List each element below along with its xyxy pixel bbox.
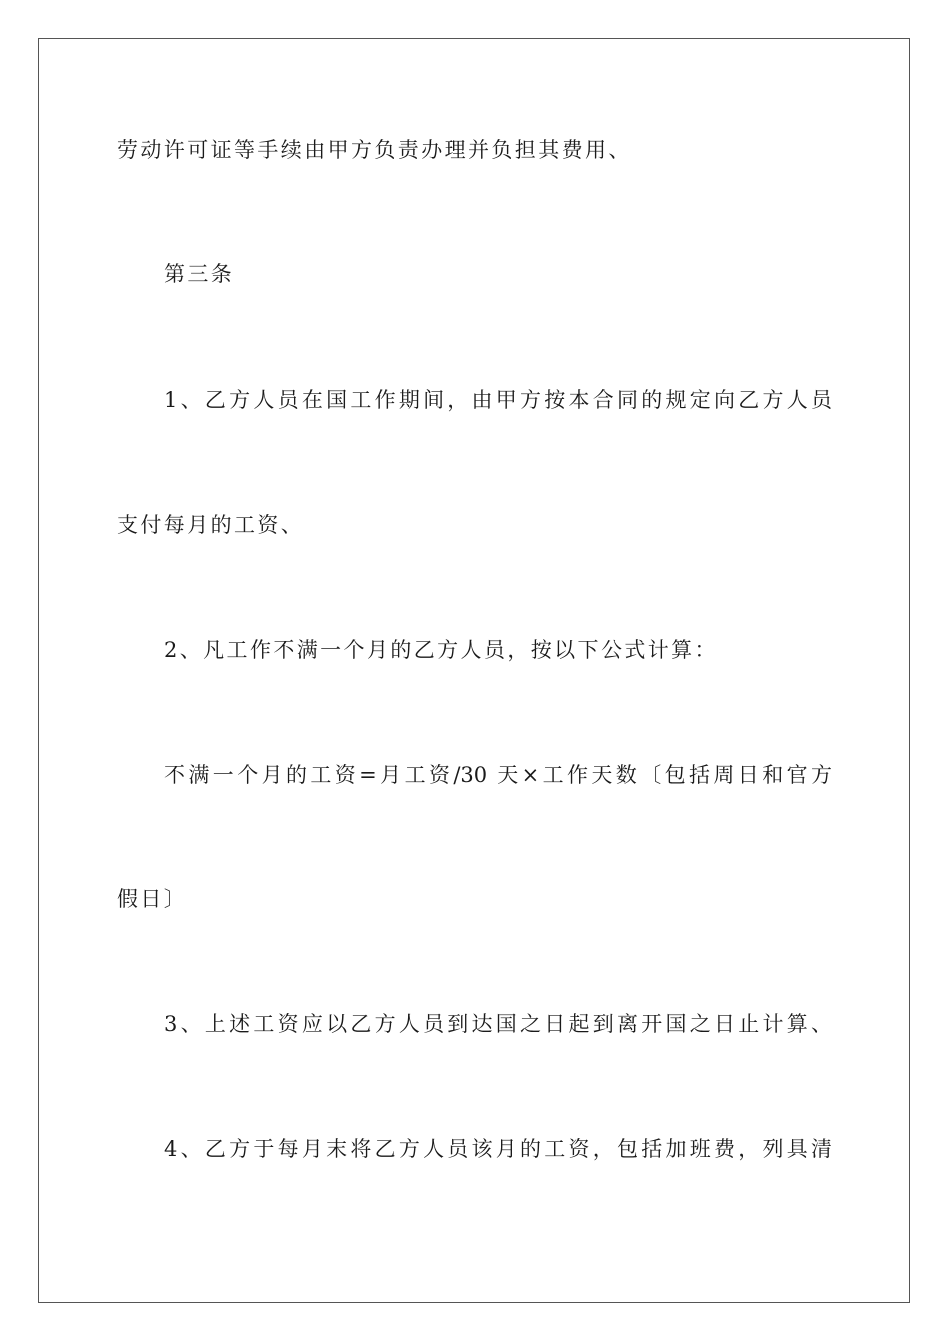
clause-3: 3、上述工资应以乙方人员到达国之日起到离开国之日止计算、 bbox=[164, 1012, 832, 1036]
formula-line-1: 不满一个月的工资=月工资/30 天×工作天数〔包括周日和官方 bbox=[164, 763, 832, 787]
page-border bbox=[38, 38, 910, 1303]
clause-2: 2、凡工作不满一个月的乙方人员，按以下公式计算： bbox=[164, 638, 718, 662]
clause-1-line-1: 1、乙方人员在国工作期间，由甲方按本合同的规定向乙方人员 bbox=[164, 388, 832, 412]
clause-1-line-2: 支付每月的工资、 bbox=[117, 513, 305, 537]
clause-4-line-1: 4、乙方于每月末将乙方人员该月的工资，包括加班费，列具清 bbox=[164, 1137, 832, 1161]
article-heading: 第三条 bbox=[164, 262, 235, 286]
formula-line-2: 假日〕 bbox=[117, 887, 188, 911]
text-line-1: 劳动许可证等手续由甲方负责办理并负担其费用、 bbox=[117, 138, 632, 162]
